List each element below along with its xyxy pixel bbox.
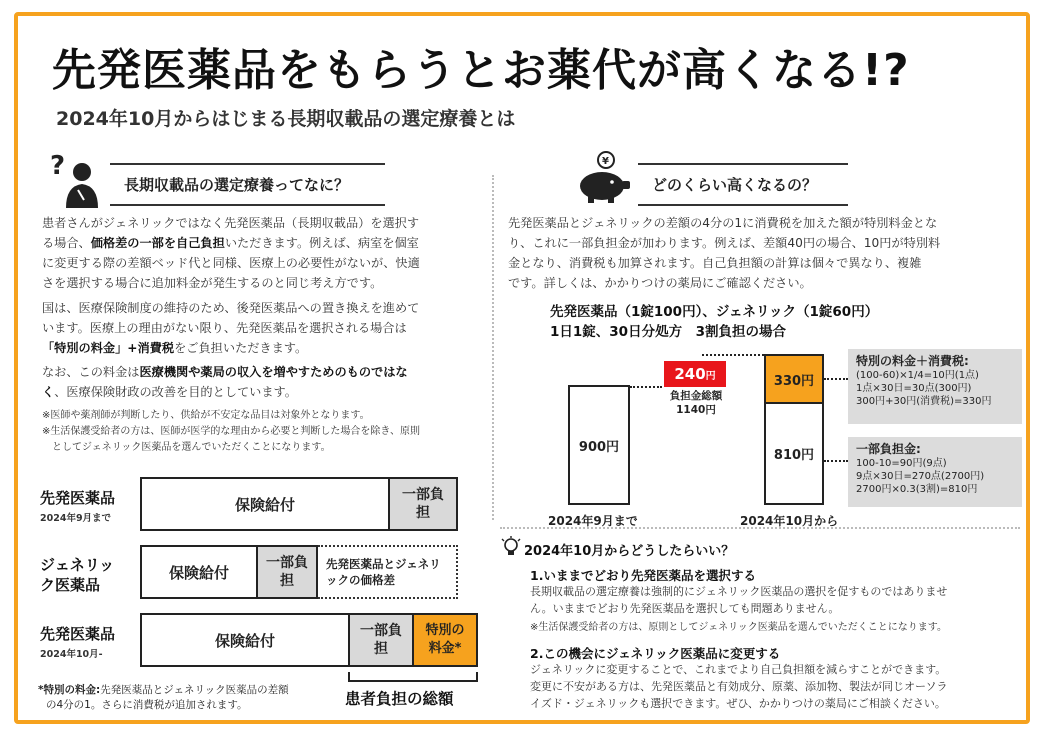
option2-title: 2.この機会にジェネリック医薬品に変更する [530, 646, 781, 661]
left-notes: ※医師や薬剤師が判断したり、供給が不安定な品目は対象外となります。 ※生活保護受給者の方は、医師が医学的な理由から必要と判断した場合を除き、原則 としてジェネリック医薬品を選んでいただくことになります。 [42, 410, 420, 453]
row2-insurance: 保険給付 [168, 563, 229, 582]
row1-copay: 一部負担 [388, 479, 456, 529]
question-person-icon [44, 150, 100, 210]
total-bracket [348, 672, 478, 682]
horizontal-divider [500, 527, 1020, 529]
row3-special-fee: 特別の料金* [412, 615, 476, 665]
row1-insurance: 保険給付 [234, 495, 295, 514]
column-divider [492, 175, 494, 520]
box1-connector [824, 378, 848, 380]
row2-copay: 一部負担 [256, 547, 316, 597]
left-paragraph-1: 患者さんがジェネリックではなく先発医薬品（長期収載品）を選択す る場合、価格差の一部を自己負担いただきます。例えば、病室を個室 に変更する際の差額ベッド代と同様、医療上の必要性がないが、快適 さを選択する場合に追加料金が発生するのと同じ考え方です。 [42, 216, 420, 290]
bar-oct-copay: 810円 [764, 402, 824, 505]
row1-bar [140, 477, 458, 531]
row2-label: ジェネリッ ク医薬品 [40, 556, 115, 594]
svg-text:?: ? [50, 151, 66, 181]
option1-text: 長期収載品の選定療養は強制的にジェネリック医薬品の選択を促すものではありませ ん。いままでどおり先発医薬品を選択しても問題ありません。 [530, 585, 948, 615]
option1-note: ※生活保護受給者の方は、原則としてジェネリック医薬品を選んでいただくことになります。 [530, 622, 947, 633]
bar-sep-copay: 900円 [568, 385, 630, 505]
total-burden-label: 患者負担の総額 [345, 690, 454, 708]
left-paragraph-3: なお、この料金は医療機関や薬局の収入を増やすためのものではな く、医療保険財政の改善を目的としています。 [42, 365, 408, 399]
right-section-heading: どのくらい高くなるの？ [638, 163, 848, 206]
copay-calc-box: 一部負担金: 100-10=90円(9点) 9点×30日=270点(2700円) 2700円×0.3(3割)=810円 [848, 437, 1022, 507]
example-conditions: 先発医薬品（1錠100円）、ジェネリック（1錠60円） 1日1錠、30日分処方 3割負担の場合 [550, 304, 879, 340]
special-fee-footnote: *特別の料金:先発医薬品とジェネリック医薬品の差額 の4分の1。さらに消費税が追加されます。 [38, 684, 289, 711]
svg-text:¥: ¥ [602, 156, 609, 167]
row3-bar [140, 613, 478, 667]
right-paragraph: 先発医薬品とジェネリックの差額の4分の1に消費税を加えた額が特別料金とな り、これに一部負担金が加わります。例えば、差額40円の場合、10円が特別料 金となり、消費税も加算されます。自己負担額の計算は個々で異なり、複雑 です。詳しくは、かかりつけの薬局にご確認ください。 [508, 216, 941, 290]
piggy-bank-icon [572, 148, 636, 204]
row1-label: 先発医薬品 [40, 489, 116, 507]
row1-sublabel: 2024年9月まで [40, 513, 112, 524]
page-title: 先発医薬品をもらうとお薬代が高くなる!? [52, 45, 910, 96]
diff-amount-badge: 240 円 [664, 361, 726, 387]
dotted-connector-top [702, 354, 764, 356]
row3-label: 先発医薬品 [40, 625, 116, 643]
row3-sublabel: 2024年10月- [40, 649, 103, 660]
option1-title: 1.いままでどおり先発医薬品を選択する [530, 568, 756, 583]
total-amount: 負担金総額 1140円 [669, 390, 723, 416]
option2-text: ジェネリックに変更することで、これまでより自己負担額を減らすことができます。 変更に不安がある方は、先発医薬品と有効成分、原薬、添加物、製法が同じオーソラ イズド・ジェネリックも選択できます。ぜひ、かかりつけの薬局にご相談ください。 [530, 663, 948, 710]
row2-bar [140, 545, 318, 599]
special-fee-calc-box: 特別の料金＋消費税: (100-60)×1/4=10円(1点) 1点×30日=30点(300円) 300円+30円(消費税)=330円 [848, 349, 1022, 424]
row3-insurance: 保険給付 [214, 631, 275, 650]
left-paragraph-2: 国は、医療保険制度の維持のため、後発医薬品への置き換えを進めて います。医療上の理由がない限り、先発医薬品を選択される場合は 「特別の料金」+消費税をご負担いただきます。 [42, 301, 420, 355]
row3-copay: 一部負担 [348, 615, 412, 665]
bar-sep-category: 2024年9月まで [548, 514, 638, 528]
left-section-heading: 長期収載品の選定療養ってなに？ [110, 163, 385, 206]
lightbulb-icon [500, 536, 522, 558]
bar-oct-special-fee: 330円 [764, 354, 824, 404]
box2-connector [824, 460, 848, 462]
page-subtitle: 2024年10月からはじまる長期収載品の選定療養とは [56, 108, 516, 130]
dotted-connector-mid [630, 386, 662, 388]
row2-price-difference: 先発医薬品とジェネリックの価格差 [318, 545, 458, 599]
what-to-do-heading: 2024年10月からどうしたらいい？ [524, 544, 735, 559]
bar-oct-category: 2024年10月から [740, 514, 839, 528]
